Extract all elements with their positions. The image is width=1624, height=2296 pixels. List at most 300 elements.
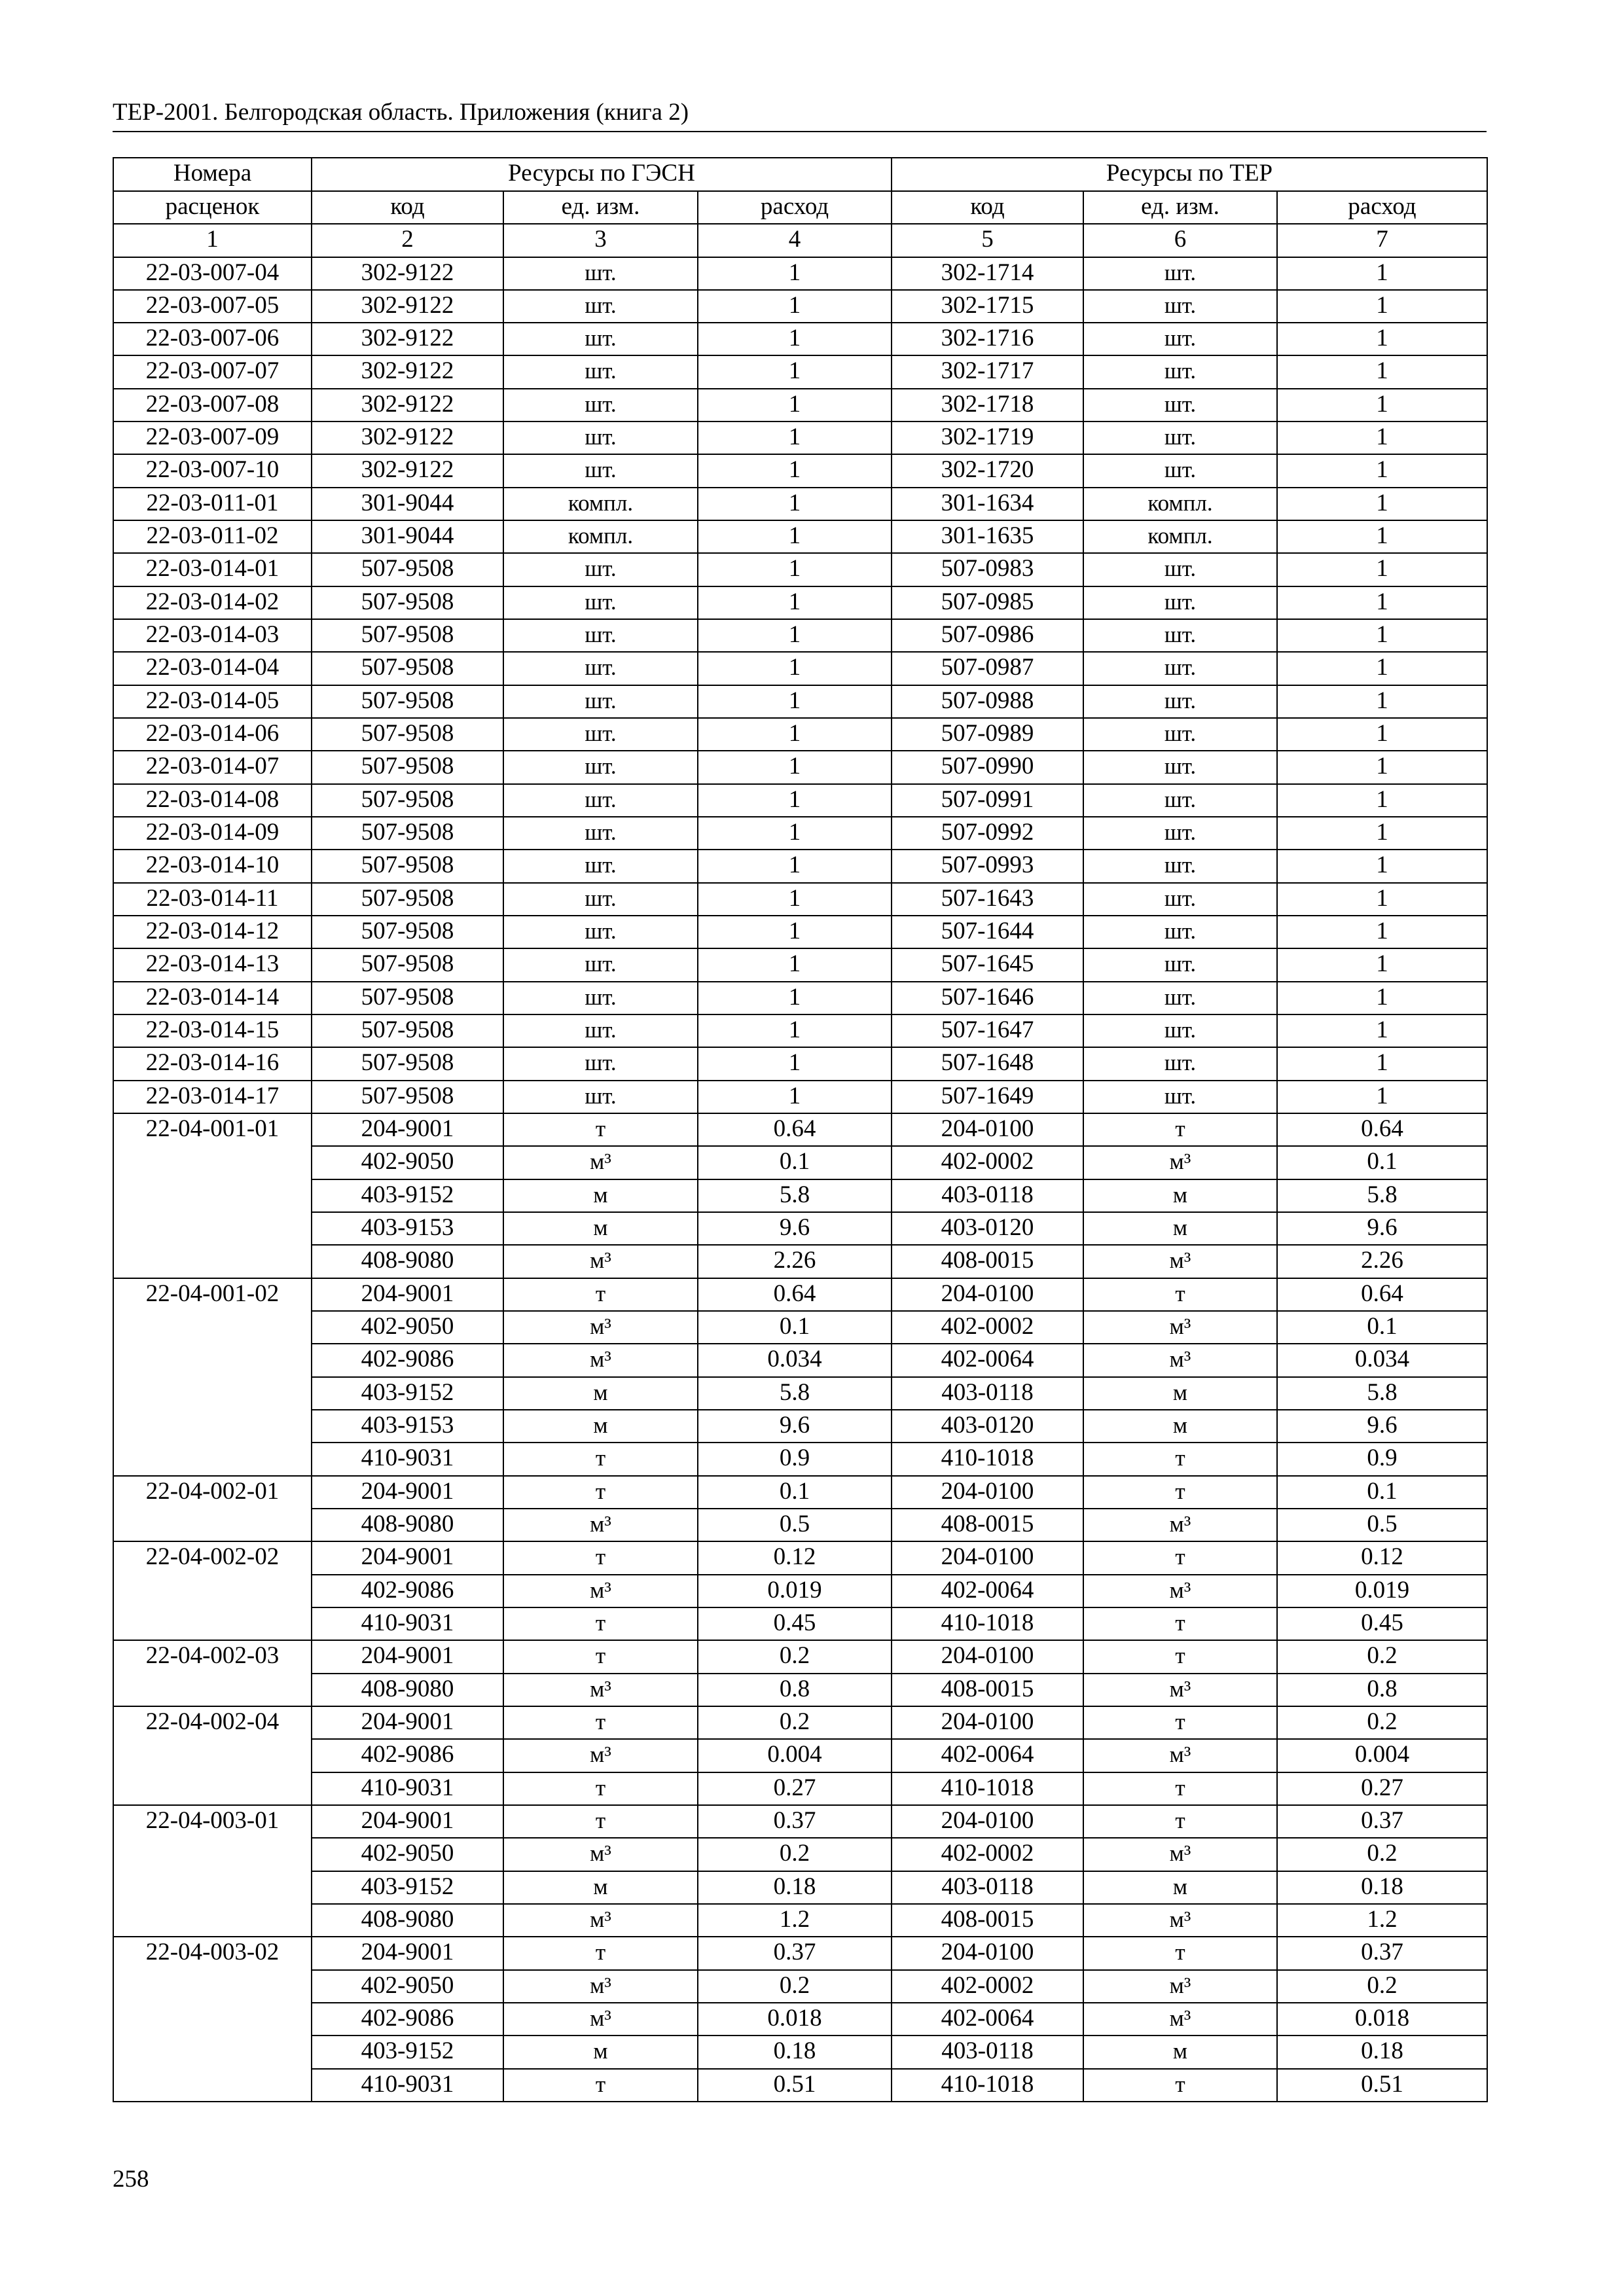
ter-consumption-cell: 0.2 [1277, 1706, 1487, 1739]
ter-unit-cell: м³ [1083, 1146, 1277, 1179]
table-row [113, 1311, 1487, 1344]
gesn-unit-cell: т [503, 1476, 698, 1509]
ter-code-cell: 507-1644 [892, 916, 1083, 948]
ter-code-cell: 402-0064 [892, 1344, 1083, 1376]
ter-unit-cell: шт. [1083, 355, 1277, 388]
ter-unit-cell: шт. [1083, 817, 1277, 850]
rate-number-cell: 22-04-002-01 [113, 1476, 312, 1542]
table-row [113, 1212, 1487, 1245]
gesn-consumption-cell: 1 [698, 751, 892, 783]
table-row [113, 488, 1487, 520]
column-number: 1 [113, 224, 312, 257]
ter-consumption-cell: 1 [1277, 850, 1487, 882]
ter-unit-cell: шт. [1083, 619, 1277, 652]
gesn-consumption-cell: 1 [698, 718, 892, 751]
ter-unit-cell: м³ [1083, 1575, 1277, 1607]
gesn-consumption-cell: 1 [698, 1047, 892, 1080]
gesn-consumption-cell: 1 [698, 586, 892, 619]
gesn-code-cell: 301-9044 [312, 488, 503, 520]
gesn-unit-cell: м³ [503, 1509, 698, 1541]
gesn-unit-cell: шт. [503, 718, 698, 751]
gesn-code-cell: 408-9080 [312, 1245, 503, 1278]
gesn-consumption-cell: 5.8 [698, 1377, 892, 1410]
ter-unit-cell: т [1083, 1772, 1277, 1805]
rate-number-cell: 22-03-007-05 [113, 290, 312, 323]
gesn-consumption-cell: 0.2 [698, 1706, 892, 1739]
column-number: 3 [503, 224, 698, 257]
ter-consumption-cell: 9.6 [1277, 1212, 1487, 1245]
ter-consumption-cell: 1 [1277, 520, 1487, 553]
gesn-code-cell: 302-9122 [312, 422, 503, 454]
table-row [113, 257, 1487, 290]
gesn-code-cell: 507-9508 [312, 652, 503, 685]
column-header-gesn-code: код [312, 191, 503, 224]
ter-unit-cell: шт. [1083, 1047, 1277, 1080]
ter-consumption-cell: 1 [1277, 619, 1487, 652]
ter-unit-cell: шт. [1083, 685, 1277, 718]
gesn-consumption-cell: 0.64 [698, 1278, 892, 1311]
column-number: 6 [1083, 224, 1277, 257]
gesn-code-cell: 402-9050 [312, 1311, 503, 1344]
ter-code-cell: 302-1716 [892, 323, 1083, 355]
gesn-code-cell: 204-9001 [312, 1706, 503, 1739]
rate-number-cell: 22-03-011-02 [113, 520, 312, 553]
ter-unit-cell: м [1083, 1212, 1277, 1245]
ter-code-cell: 402-0064 [892, 1575, 1083, 1607]
gesn-code-cell: 403-9152 [312, 1871, 503, 1904]
ter-unit-cell: шт. [1083, 916, 1277, 948]
gesn-code-cell: 408-9080 [312, 1674, 503, 1706]
gesn-code-cell: 302-9122 [312, 257, 503, 290]
gesn-consumption-cell: 5.8 [698, 1179, 892, 1212]
table-row [113, 1640, 1487, 1673]
table-row [113, 1772, 1487, 1805]
table-row [113, 1937, 1487, 1969]
gesn-code-cell: 507-9508 [312, 1014, 503, 1047]
table-row [113, 1541, 1487, 1574]
rate-number-cell: 22-03-007-06 [113, 323, 312, 355]
table-row [113, 1607, 1487, 1640]
ter-unit-cell: м [1083, 1871, 1277, 1904]
gesn-consumption-cell: 1 [698, 520, 892, 553]
table-row [113, 1443, 1487, 1475]
ter-unit-cell: шт. [1083, 850, 1277, 882]
gesn-unit-cell: шт. [503, 916, 698, 948]
rate-number-cell: 22-03-014-04 [113, 652, 312, 685]
ter-consumption-cell: 1 [1277, 652, 1487, 685]
ter-unit-cell: м³ [1083, 2003, 1277, 2036]
ter-code-cell: 410-1018 [892, 1772, 1083, 1805]
column-header-ter-unit: ед. изм. [1083, 191, 1277, 224]
ter-consumption-cell: 1 [1277, 389, 1487, 422]
gesn-unit-cell: т [503, 1805, 698, 1838]
gesn-code-cell: 403-9152 [312, 1179, 503, 1212]
gesn-unit-cell: шт. [503, 1014, 698, 1047]
ter-unit-cell: м³ [1083, 1344, 1277, 1376]
gesn-unit-cell: м³ [503, 1311, 698, 1344]
gesn-code-cell: 507-9508 [312, 553, 503, 586]
ter-unit-cell: м [1083, 1179, 1277, 1212]
ter-unit-cell: т [1083, 1640, 1277, 1673]
table-row [113, 1509, 1487, 1541]
rate-number-cell: 22-03-014-02 [113, 586, 312, 619]
ter-unit-cell: шт. [1083, 784, 1277, 817]
gesn-consumption-cell: 1 [698, 948, 892, 981]
gesn-code-cell: 507-9508 [312, 883, 503, 916]
gesn-consumption-cell: 0.12 [698, 1541, 892, 1574]
gesn-consumption-cell: 1 [698, 1014, 892, 1047]
ter-code-cell: 402-0002 [892, 1970, 1083, 2003]
table-row [113, 1970, 1487, 2003]
column-header-gesn-unit: ед. изм. [503, 191, 698, 224]
ter-code-cell: 402-0002 [892, 1146, 1083, 1179]
ter-code-cell: 507-1648 [892, 1047, 1083, 1080]
resource-table [113, 157, 1488, 2102]
ter-unit-cell: м [1083, 1410, 1277, 1443]
gesn-code-cell: 402-9050 [312, 1146, 503, 1179]
ter-consumption-cell: 1 [1277, 982, 1487, 1014]
gesn-unit-cell: компл. [503, 488, 698, 520]
ter-unit-cell: т [1083, 1541, 1277, 1574]
gesn-code-cell: 403-9153 [312, 1410, 503, 1443]
table-row [113, 948, 1487, 981]
table-row [113, 1245, 1487, 1278]
table-group-header-row [113, 158, 1487, 191]
ter-unit-cell: т [1083, 1706, 1277, 1739]
column-header-gesn-consumption: расход [698, 191, 892, 224]
gesn-code-cell: 402-9086 [312, 2003, 503, 2036]
table-row [113, 751, 1487, 783]
gesn-code-cell: 204-9001 [312, 1937, 503, 1969]
gesn-consumption-cell: 0.37 [698, 1937, 892, 1969]
rate-number-cell: 22-03-014-08 [113, 784, 312, 817]
ter-code-cell: 507-0991 [892, 784, 1083, 817]
gesn-code-cell: 403-9153 [312, 1212, 503, 1245]
column-header-rates: расценок [113, 191, 312, 224]
ter-code-cell: 408-0015 [892, 1674, 1083, 1706]
ter-code-cell: 402-0064 [892, 1739, 1083, 1772]
gesn-unit-cell: м³ [503, 1245, 698, 1278]
gesn-unit-cell: шт. [503, 982, 698, 1014]
gesn-code-cell: 408-9080 [312, 1904, 503, 1937]
table-row [113, 817, 1487, 850]
ter-unit-cell: шт. [1083, 948, 1277, 981]
ter-consumption-cell: 1 [1277, 718, 1487, 751]
table-row [113, 1278, 1487, 1311]
ter-unit-cell: шт. [1083, 553, 1277, 586]
ter-unit-cell: т [1083, 1443, 1277, 1475]
gesn-code-cell: 402-9086 [312, 1739, 503, 1772]
rate-number-cell: 22-04-002-03 [113, 1640, 312, 1706]
gesn-code-cell: 507-9508 [312, 784, 503, 817]
rate-number-cell: 22-04-002-04 [113, 1706, 312, 1805]
ter-consumption-cell: 0.12 [1277, 1541, 1487, 1574]
ter-unit-cell: шт. [1083, 389, 1277, 422]
table-row [113, 323, 1487, 355]
gesn-unit-cell: шт. [503, 751, 698, 783]
ter-code-cell: 204-0100 [892, 1278, 1083, 1311]
gesn-code-cell: 507-9508 [312, 751, 503, 783]
rate-number-cell: 22-03-014-14 [113, 982, 312, 1014]
ter-consumption-cell: 0.1 [1277, 1311, 1487, 1344]
table-column-number-row [113, 224, 1487, 257]
gesn-unit-cell: компл. [503, 520, 698, 553]
gesn-unit-cell: м [503, 1377, 698, 1410]
ter-consumption-cell: 1 [1277, 883, 1487, 916]
ter-unit-cell: шт. [1083, 257, 1277, 290]
ter-code-cell: 507-0983 [892, 553, 1083, 586]
ter-code-cell: 507-0990 [892, 751, 1083, 783]
gesn-consumption-cell: 0.45 [698, 1607, 892, 1640]
gesn-consumption-cell: 0.8 [698, 1674, 892, 1706]
table-row [113, 784, 1487, 817]
ter-code-cell: 403-0120 [892, 1212, 1083, 1245]
ter-code-cell: 507-1647 [892, 1014, 1083, 1047]
table-row [113, 1377, 1487, 1410]
ter-consumption-cell: 0.034 [1277, 1344, 1487, 1376]
ter-consumption-cell: 0.27 [1277, 1772, 1487, 1805]
gesn-unit-cell: м [503, 1871, 698, 1904]
ter-unit-cell: т [1083, 1937, 1277, 1969]
ter-unit-cell: м³ [1083, 1674, 1277, 1706]
ter-code-cell: 402-0002 [892, 1311, 1083, 1344]
gesn-unit-cell: шт. [503, 553, 698, 586]
gesn-consumption-cell: 1 [698, 422, 892, 454]
ter-code-cell: 302-1715 [892, 290, 1083, 323]
table-row [113, 1805, 1487, 1838]
rate-number-cell: 22-03-014-03 [113, 619, 312, 652]
table-row [113, 883, 1487, 916]
rate-number-cell: 22-04-001-01 [113, 1113, 312, 1278]
gesn-unit-cell: шт. [503, 1047, 698, 1080]
gesn-unit-cell: шт. [503, 817, 698, 850]
ter-unit-cell: т [1083, 1476, 1277, 1509]
rate-number-cell: 22-03-014-17 [113, 1081, 312, 1113]
ter-code-cell: 402-0002 [892, 1838, 1083, 1871]
table-row [113, 916, 1487, 948]
ter-consumption-cell: 1 [1277, 948, 1487, 981]
gesn-unit-cell: м³ [503, 1146, 698, 1179]
ter-consumption-cell: 1 [1277, 257, 1487, 290]
ter-consumption-cell: 1 [1277, 553, 1487, 586]
ter-unit-cell: шт. [1083, 718, 1277, 751]
gesn-unit-cell: т [503, 1278, 698, 1311]
gesn-consumption-cell: 2.26 [698, 1245, 892, 1278]
table-row [113, 718, 1487, 751]
ter-code-cell: 507-0993 [892, 850, 1083, 882]
ter-consumption-cell: 0.004 [1277, 1739, 1487, 1772]
ter-unit-cell: шт. [1083, 1081, 1277, 1113]
ter-code-cell: 408-0015 [892, 1904, 1083, 1937]
ter-code-cell: 403-0118 [892, 2036, 1083, 2068]
gesn-group-header: Ресурсы по ГЭСН [312, 158, 892, 191]
ter-unit-cell: м³ [1083, 1509, 1277, 1541]
gesn-code-cell: 302-9122 [312, 290, 503, 323]
ter-consumption-cell: 2.26 [1277, 1245, 1487, 1278]
ter-code-cell: 302-1718 [892, 389, 1083, 422]
gesn-code-cell: 410-9031 [312, 1443, 503, 1475]
gesn-code-cell: 402-9086 [312, 1344, 503, 1376]
rate-number-cell: 22-03-014-15 [113, 1014, 312, 1047]
rate-number-cell: 22-03-007-08 [113, 389, 312, 422]
ter-consumption-cell: 1.2 [1277, 1904, 1487, 1937]
ter-unit-cell: шт. [1083, 454, 1277, 487]
ter-unit-cell: т [1083, 2069, 1277, 2102]
gesn-code-cell: 402-9050 [312, 1838, 503, 1871]
gesn-consumption-cell: 1 [698, 784, 892, 817]
gesn-consumption-cell: 1 [698, 619, 892, 652]
rate-number-cell: 22-03-007-09 [113, 422, 312, 454]
gesn-consumption-cell: 1 [698, 982, 892, 1014]
ter-consumption-cell: 1 [1277, 1047, 1487, 1080]
ter-unit-cell: шт. [1083, 422, 1277, 454]
table-row [113, 1410, 1487, 1443]
rate-number-cell: 22-03-014-13 [113, 948, 312, 981]
ter-consumption-cell: 1 [1277, 1081, 1487, 1113]
ter-code-cell: 410-1018 [892, 2069, 1083, 2102]
ter-code-cell: 507-1643 [892, 883, 1083, 916]
page-header-title: ТЕР-2001. Белгородская область. Приложения (книга 2) [113, 99, 689, 126]
rate-number-cell: 22-03-014-01 [113, 553, 312, 586]
ter-unit-cell: м³ [1083, 1838, 1277, 1871]
ter-unit-cell: шт. [1083, 290, 1277, 323]
rate-number-cell: 22-03-011-01 [113, 488, 312, 520]
ter-code-cell: 204-0100 [892, 1113, 1083, 1146]
table-row [113, 553, 1487, 586]
ter-consumption-cell: 0.1 [1277, 1146, 1487, 1179]
ter-unit-cell: м [1083, 1377, 1277, 1410]
gesn-code-cell: 410-9031 [312, 1772, 503, 1805]
gesn-unit-cell: т [503, 1772, 698, 1805]
gesn-unit-cell: т [503, 1113, 698, 1146]
gesn-unit-cell: шт. [503, 422, 698, 454]
table-body [113, 257, 1487, 2102]
ter-code-cell: 204-0100 [892, 1937, 1083, 1969]
gesn-unit-cell: шт. [503, 389, 698, 422]
ter-consumption-cell: 0.64 [1277, 1278, 1487, 1311]
gesn-consumption-cell: 1.2 [698, 1904, 892, 1937]
ter-unit-cell: компл. [1083, 488, 1277, 520]
ter-code-cell: 507-0989 [892, 718, 1083, 751]
gesn-unit-cell: м [503, 1179, 698, 1212]
gesn-code-cell: 402-9050 [312, 1970, 503, 2003]
rate-number-cell: 22-04-001-02 [113, 1278, 312, 1476]
ter-consumption-cell: 1 [1277, 817, 1487, 850]
ter-unit-cell: м³ [1083, 1904, 1277, 1937]
gesn-code-cell: 204-9001 [312, 1640, 503, 1673]
gesn-unit-cell: шт. [503, 323, 698, 355]
table-row [113, 1904, 1487, 1937]
gesn-consumption-cell: 1 [698, 916, 892, 948]
gesn-unit-cell: шт. [503, 652, 698, 685]
ter-consumption-cell: 5.8 [1277, 1377, 1487, 1410]
ter-consumption-cell: 0.64 [1277, 1113, 1487, 1146]
table-row [113, 1674, 1487, 1706]
table-row [113, 1179, 1487, 1212]
gesn-unit-cell: т [503, 1607, 698, 1640]
ter-consumption-cell: 1 [1277, 586, 1487, 619]
ter-consumption-cell: 1 [1277, 685, 1487, 718]
table-row [113, 982, 1487, 1014]
rate-number-cell: 22-03-014-12 [113, 916, 312, 948]
ter-code-cell: 302-1719 [892, 422, 1083, 454]
ter-consumption-cell: 1 [1277, 488, 1487, 520]
ter-code-cell: 410-1018 [892, 1607, 1083, 1640]
ter-code-cell: 302-1717 [892, 355, 1083, 388]
ter-code-cell: 204-0100 [892, 1476, 1083, 1509]
gesn-consumption-cell: 1 [698, 850, 892, 882]
gesn-consumption-cell: 0.034 [698, 1344, 892, 1376]
gesn-code-cell: 408-9080 [312, 1509, 503, 1541]
ter-code-cell: 204-0100 [892, 1805, 1083, 1838]
gesn-code-cell: 204-9001 [312, 1541, 503, 1574]
gesn-consumption-cell: 1 [698, 652, 892, 685]
gesn-unit-cell: шт. [503, 586, 698, 619]
gesn-code-cell: 507-9508 [312, 850, 503, 882]
gesn-consumption-cell: 0.2 [698, 1970, 892, 2003]
gesn-consumption-cell: 1 [698, 290, 892, 323]
gesn-unit-cell: м [503, 1212, 698, 1245]
rate-number-cell: 22-03-014-09 [113, 817, 312, 850]
ter-consumption-cell: 1 [1277, 422, 1487, 454]
gesn-code-cell: 507-9508 [312, 1081, 503, 1113]
gesn-code-cell: 507-9508 [312, 982, 503, 1014]
gesn-consumption-cell: 0.9 [698, 1443, 892, 1475]
table-row [113, 1706, 1487, 1739]
ter-code-cell: 403-0120 [892, 1410, 1083, 1443]
ter-consumption-cell: 0.8 [1277, 1674, 1487, 1706]
table-column-header-row [113, 191, 1487, 224]
gesn-unit-cell: шт. [503, 355, 698, 388]
gesn-code-cell: 204-9001 [312, 1113, 503, 1146]
ter-consumption-cell: 1 [1277, 1014, 1487, 1047]
ter-consumption-cell: 0.37 [1277, 1937, 1487, 1969]
column-number: 2 [312, 224, 503, 257]
gesn-consumption-cell: 0.019 [698, 1575, 892, 1607]
gesn-code-cell: 410-9031 [312, 1607, 503, 1640]
column-header-ter-consumption: расход [1277, 191, 1487, 224]
gesn-unit-cell: м³ [503, 1674, 698, 1706]
ter-consumption-cell: 0.5 [1277, 1509, 1487, 1541]
gesn-code-cell: 302-9122 [312, 389, 503, 422]
gesn-consumption-cell: 1 [698, 883, 892, 916]
gesn-consumption-cell: 0.37 [698, 1805, 892, 1838]
table-row [113, 355, 1487, 388]
rate-number-cell: 22-04-003-02 [113, 1937, 312, 2102]
ter-code-cell: 410-1018 [892, 1443, 1083, 1475]
ter-consumption-cell: 1 [1277, 323, 1487, 355]
gesn-unit-cell: т [503, 1443, 698, 1475]
ter-consumption-cell: 1 [1277, 916, 1487, 948]
rate-number-cell: 22-04-002-02 [113, 1541, 312, 1640]
gesn-code-cell: 204-9001 [312, 1278, 503, 1311]
ter-consumption-cell: 1 [1277, 454, 1487, 487]
gesn-consumption-cell: 0.1 [698, 1146, 892, 1179]
table-row [113, 1146, 1487, 1179]
ter-unit-cell: шт. [1083, 751, 1277, 783]
ter-consumption-cell: 0.18 [1277, 1871, 1487, 1904]
ter-consumption-cell: 0.45 [1277, 1607, 1487, 1640]
gesn-unit-cell: шт. [503, 619, 698, 652]
gesn-unit-cell: м³ [503, 2003, 698, 2036]
ter-code-cell: 507-0985 [892, 586, 1083, 619]
ter-unit-cell: шт. [1083, 323, 1277, 355]
ter-code-cell: 204-0100 [892, 1706, 1083, 1739]
gesn-unit-cell: м³ [503, 1838, 698, 1871]
gesn-unit-cell: м [503, 2036, 698, 2068]
table-row [113, 1081, 1487, 1113]
table-row [113, 2003, 1487, 2036]
